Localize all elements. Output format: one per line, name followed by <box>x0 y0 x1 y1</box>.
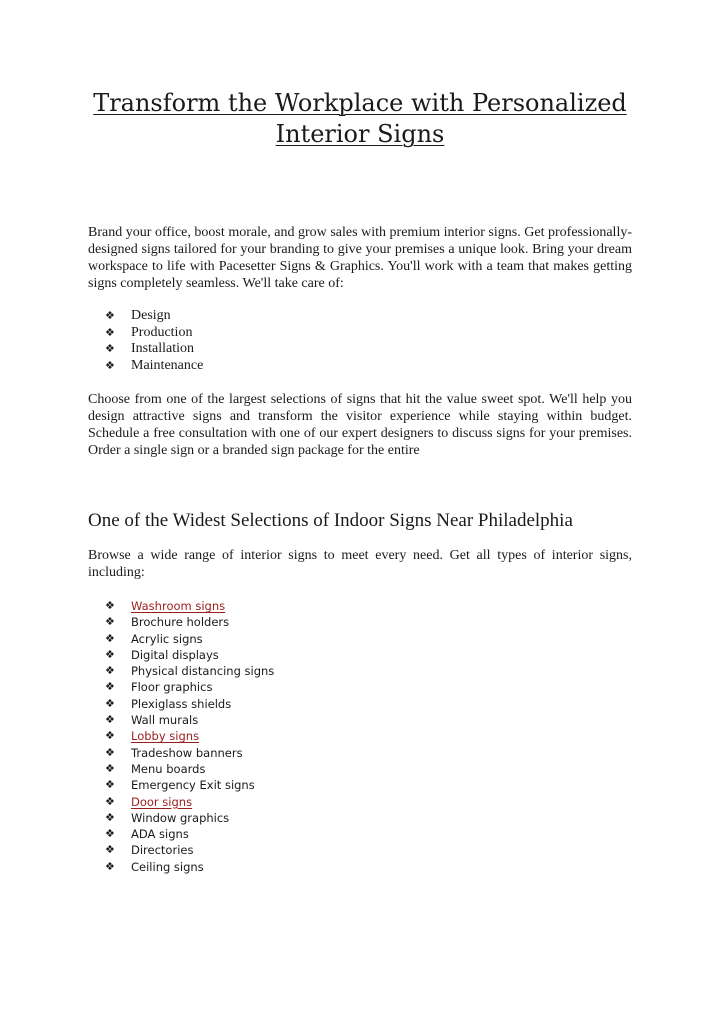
sign-type-item <box>105 696 274 712</box>
sign-type-item <box>105 679 274 695</box>
sign-type-item <box>105 745 274 761</box>
bullet-diamond-icon: ❖ <box>105 794 115 808</box>
service-label: Design <box>131 308 171 323</box>
page-title-line-1: Transform the Workplace with Personalized <box>93 89 627 117</box>
choose-paragraph: Choose from one of the largest selections of signs that hit the value sweet spot. We'll help you design attractive signs and transform the visitor experience while staying within budget. Schedule a free consultation with one of our expert designers to discuss signs for your premises. Order a single sign or a branded sign package for the entire <box>88 392 632 458</box>
service-label: Maintenance <box>131 357 204 373</box>
section-heading: One of the Widest Selections of Indoor Signs Near Philadelphia <box>88 510 573 531</box>
sign-type-label: Floor graphics <box>131 680 213 695</box>
sign-type-label: Emergency Exit signs <box>131 778 255 793</box>
sign-type-link[interactable]: Door signs <box>131 794 193 809</box>
sign-type-item <box>105 712 274 728</box>
bullet-diamond-icon: ❖ <box>105 309 115 322</box>
sign-type-label: Acrylic signs <box>131 631 203 646</box>
services-list <box>105 308 203 374</box>
intro-paragraph: Brand your office, boost morale, and grow sales with premium interior signs. Get professionally-designed signs tailored for your branding to give your premises a unique look. Bring your dream workspace to life with Pacesetter Signs & Graphics. You'll work with a team that makes getting signs completely seamless. We'll take care of: <box>88 225 632 291</box>
sign-type-item <box>105 859 274 875</box>
sign-type-item <box>105 631 274 647</box>
bullet-diamond-icon: ❖ <box>105 729 115 743</box>
sign-type-item <box>105 663 274 679</box>
bullet-diamond-icon: ❖ <box>105 680 115 694</box>
bullet-diamond-icon: ❖ <box>105 696 115 710</box>
sign-type-item[interactable] <box>105 598 274 614</box>
bullet-diamond-icon: ❖ <box>105 810 115 824</box>
service-item <box>105 325 203 342</box>
sign-type-label: Brochure holders <box>131 615 230 630</box>
bullet-diamond-icon: ❖ <box>105 325 115 339</box>
browse-paragraph: Browse a wide range of interior signs to meet every need. Get all types of interior signs, including: <box>88 548 632 580</box>
bullet-diamond-icon: ❖ <box>105 342 115 356</box>
sign-type-label: Plexiglass shields <box>131 696 232 711</box>
sign-type-label: Digital displays <box>131 647 219 662</box>
sign-type-label: Wall murals <box>131 713 199 728</box>
sign-type-label: ADA signs <box>131 827 189 842</box>
sign-type-label: Ceiling signs <box>131 859 204 874</box>
bullet-diamond-icon: ❖ <box>105 761 115 775</box>
page-title <box>60 88 660 150</box>
bullet-diamond-icon: ❖ <box>105 615 115 629</box>
bullet-diamond-icon: ❖ <box>105 778 115 792</box>
bullet-diamond-icon: ❖ <box>105 713 115 727</box>
bullet-diamond-icon: ❖ <box>105 745 115 759</box>
bullet-diamond-icon: ❖ <box>105 599 115 612</box>
sign-type-item <box>105 777 274 793</box>
sign-type-label: Menu boards <box>131 761 206 776</box>
service-label: Installation <box>131 341 194 357</box>
sign-type-item <box>105 761 274 777</box>
sign-type-label: Tradeshow banners <box>131 745 243 760</box>
sign-type-label: Physical distancing signs <box>131 664 275 679</box>
sign-types-list <box>105 598 274 875</box>
bullet-diamond-icon: ❖ <box>105 827 115 841</box>
sign-type-item <box>105 614 274 630</box>
bullet-diamond-icon: ❖ <box>105 664 115 678</box>
sign-type-item[interactable] <box>105 728 274 744</box>
sign-type-label: Directories <box>131 843 194 858</box>
sign-type-label: Window graphics <box>131 810 230 825</box>
bullet-diamond-icon: ❖ <box>105 843 115 857</box>
page-title-line-2: Interior Signs <box>275 120 445 148</box>
sign-type-link[interactable]: Lobby signs <box>131 729 200 744</box>
service-item <box>105 308 203 325</box>
sign-type-item <box>105 810 274 826</box>
service-item <box>105 358 203 375</box>
bullet-diamond-icon: ❖ <box>105 631 115 645</box>
sign-type-item <box>105 647 274 663</box>
service-label: Production <box>131 324 193 340</box>
sign-type-item[interactable] <box>105 794 274 810</box>
sign-type-link[interactable]: Washroom signs <box>131 599 226 613</box>
bullet-diamond-icon: ❖ <box>105 859 115 873</box>
bullet-diamond-icon: ❖ <box>105 647 115 661</box>
sign-type-item <box>105 826 274 842</box>
sign-type-item <box>105 842 274 858</box>
service-item <box>105 341 203 358</box>
bullet-diamond-icon: ❖ <box>105 358 115 372</box>
